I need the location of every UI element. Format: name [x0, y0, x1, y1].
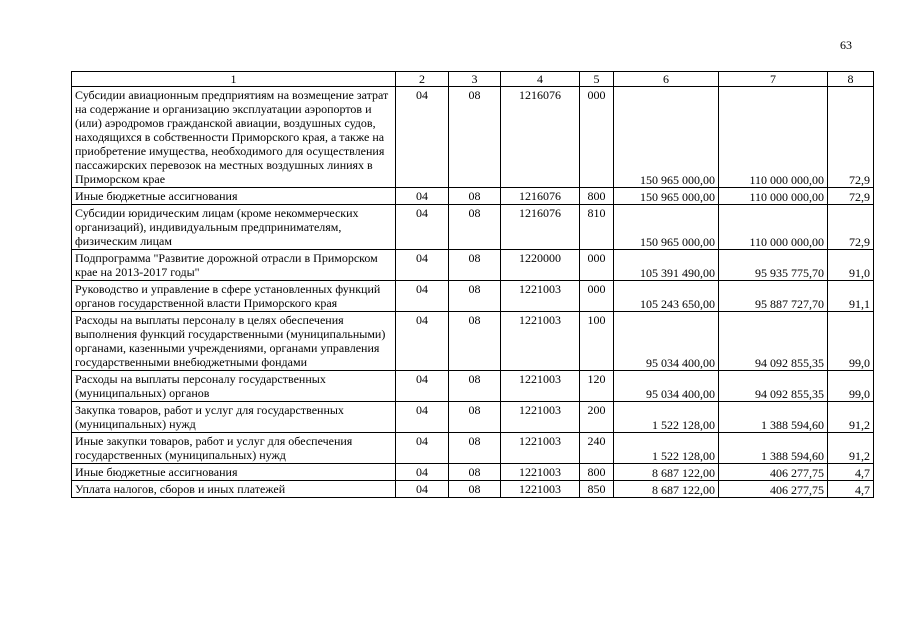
row-code-section: 04	[396, 464, 449, 481]
budget-table	[71, 71, 874, 498]
row-code-subsection: 08	[449, 481, 501, 498]
row-code-subsection: 08	[449, 402, 501, 433]
row-code-expense-type: 800	[580, 464, 614, 481]
row-code-target: 1221003	[501, 464, 580, 481]
row-code-target: 1216076	[501, 188, 580, 205]
row-percent: 91,1	[828, 281, 874, 312]
row-amount-executed: 110 000 000,00	[719, 87, 828, 188]
row-code-target: 1221003	[501, 481, 580, 498]
row-amount-planned: 1 522 128,00	[614, 402, 719, 433]
row-code-target: 1221003	[501, 371, 580, 402]
row-name: Руководство и управление в сфере установленных функций органов государственной власти Приморского края	[72, 281, 396, 312]
column-header: 7	[719, 72, 828, 87]
row-amount-executed: 406 277,75	[719, 464, 828, 481]
row-code-expense-type: 000	[580, 87, 614, 188]
row-name: Субсидии юридическим лицам (кроме некоммерческих организаций), индивидуальным предпринимателям, физическим лицам	[72, 205, 396, 250]
row-amount-planned: 105 391 490,00	[614, 250, 719, 281]
row-amount-planned: 150 965 000,00	[614, 205, 719, 250]
row-name: Иные бюджетные ассигнования	[72, 464, 396, 481]
row-code-section: 04	[396, 312, 449, 371]
row-code-target: 1221003	[501, 402, 580, 433]
row-code-subsection: 08	[449, 205, 501, 250]
row-name: Субсидии авиационным предприятиям на возмещение затрат на содержание и организацию эксплуатации аэропортов и (или) аэродромов гражданской авиации, воздушных судов, находящихся в собственности Приморского края, а также на приобретение имущества, необходимого для осуществления пассажирских перевозок на местных воздушных линиях в Приморском крае	[72, 87, 396, 188]
row-code-section: 04	[396, 371, 449, 402]
row-code-section: 04	[396, 281, 449, 312]
row-code-target: 1216076	[501, 87, 580, 188]
row-percent: 91,2	[828, 433, 874, 464]
row-percent: 99,0	[828, 312, 874, 371]
table-row	[72, 188, 874, 205]
table-row	[72, 312, 874, 371]
row-code-target: 1221003	[501, 281, 580, 312]
row-amount-executed: 95 935 775,70	[719, 250, 828, 281]
row-code-expense-type: 000	[580, 250, 614, 281]
column-header: 5	[580, 72, 614, 87]
row-name: Уплата налогов, сборов и иных платежей	[72, 481, 396, 498]
row-code-subsection: 08	[449, 188, 501, 205]
row-name: Подпрограмма "Развитие дорожной отрасли в Приморском крае на 2013-2017 годы"	[72, 250, 396, 281]
row-code-section: 04	[396, 481, 449, 498]
row-code-expense-type: 810	[580, 205, 614, 250]
row-amount-executed: 94 092 855,35	[719, 312, 828, 371]
row-amount-planned: 1 522 128,00	[614, 433, 719, 464]
row-amount-executed: 110 000 000,00	[719, 188, 828, 205]
row-code-section: 04	[396, 250, 449, 281]
row-code-expense-type: 800	[580, 188, 614, 205]
row-code-section: 04	[396, 402, 449, 433]
row-percent: 91,0	[828, 250, 874, 281]
row-code-section: 04	[396, 205, 449, 250]
table-row	[72, 87, 874, 188]
row-percent: 4,7	[828, 481, 874, 498]
row-percent: 72,9	[828, 205, 874, 250]
row-code-expense-type: 000	[580, 281, 614, 312]
row-amount-planned: 95 034 400,00	[614, 371, 719, 402]
row-amount-planned: 8 687 122,00	[614, 481, 719, 498]
row-code-expense-type: 850	[580, 481, 614, 498]
row-code-section: 04	[396, 87, 449, 188]
column-header: 2	[396, 72, 449, 87]
row-code-subsection: 08	[449, 371, 501, 402]
row-amount-executed: 95 887 727,70	[719, 281, 828, 312]
row-code-target: 1216076	[501, 205, 580, 250]
row-amount-executed: 94 092 855,35	[719, 371, 828, 402]
row-code-subsection: 08	[449, 281, 501, 312]
table-row	[72, 402, 874, 433]
row-code-subsection: 08	[449, 312, 501, 371]
row-amount-executed: 110 000 000,00	[719, 205, 828, 250]
row-percent: 99,0	[828, 371, 874, 402]
row-code-expense-type: 240	[580, 433, 614, 464]
row-code-subsection: 08	[449, 433, 501, 464]
row-amount-planned: 150 965 000,00	[614, 87, 719, 188]
row-name: Иные закупки товаров, работ и услуг для обеспечения государственных (муниципальных) нужд	[72, 433, 396, 464]
column-header: 1	[72, 72, 396, 87]
row-code-subsection: 08	[449, 250, 501, 281]
row-amount-executed: 1 388 594,60	[719, 402, 828, 433]
table-row	[72, 205, 874, 250]
row-amount-planned: 105 243 650,00	[614, 281, 719, 312]
row-amount-planned: 95 034 400,00	[614, 312, 719, 371]
row-code-subsection: 08	[449, 464, 501, 481]
column-header: 4	[501, 72, 580, 87]
row-code-section: 04	[396, 188, 449, 205]
row-amount-executed: 406 277,75	[719, 481, 828, 498]
row-code-target: 1220000	[501, 250, 580, 281]
row-name: Иные бюджетные ассигнования	[72, 188, 396, 205]
table-row	[72, 250, 874, 281]
row-name: Закупка товаров, работ и услуг для государственных (муниципальных) нужд	[72, 402, 396, 433]
row-percent: 72,9	[828, 188, 874, 205]
row-code-target: 1221003	[501, 433, 580, 464]
row-amount-planned: 150 965 000,00	[614, 188, 719, 205]
column-header: 8	[828, 72, 874, 87]
table-row	[72, 371, 874, 402]
row-amount-planned: 8 687 122,00	[614, 464, 719, 481]
row-name: Расходы на выплаты персоналу в целях обеспечения выполнения функций государственными (муниципальными) органами, казенными учреждениями, органами управления государственными внебюджетными фондами	[72, 312, 396, 371]
table-row	[72, 481, 874, 498]
row-percent: 4,7	[828, 464, 874, 481]
table-row	[72, 464, 874, 481]
table-header-row	[72, 72, 874, 87]
table-row	[72, 281, 874, 312]
column-header: 6	[614, 72, 719, 87]
row-code-section: 04	[396, 433, 449, 464]
row-percent: 72,9	[828, 87, 874, 188]
row-code-expense-type: 200	[580, 402, 614, 433]
page-number: 63	[840, 38, 852, 52]
row-amount-executed: 1 388 594,60	[719, 433, 828, 464]
row-percent: 91,2	[828, 402, 874, 433]
table-row	[72, 433, 874, 464]
row-code-target: 1221003	[501, 312, 580, 371]
row-code-expense-type: 100	[580, 312, 614, 371]
row-code-subsection: 08	[449, 87, 501, 188]
column-header: 3	[449, 72, 501, 87]
row-name: Расходы на выплаты персоналу государственных (муниципальных) органов	[72, 371, 396, 402]
row-code-expense-type: 120	[580, 371, 614, 402]
